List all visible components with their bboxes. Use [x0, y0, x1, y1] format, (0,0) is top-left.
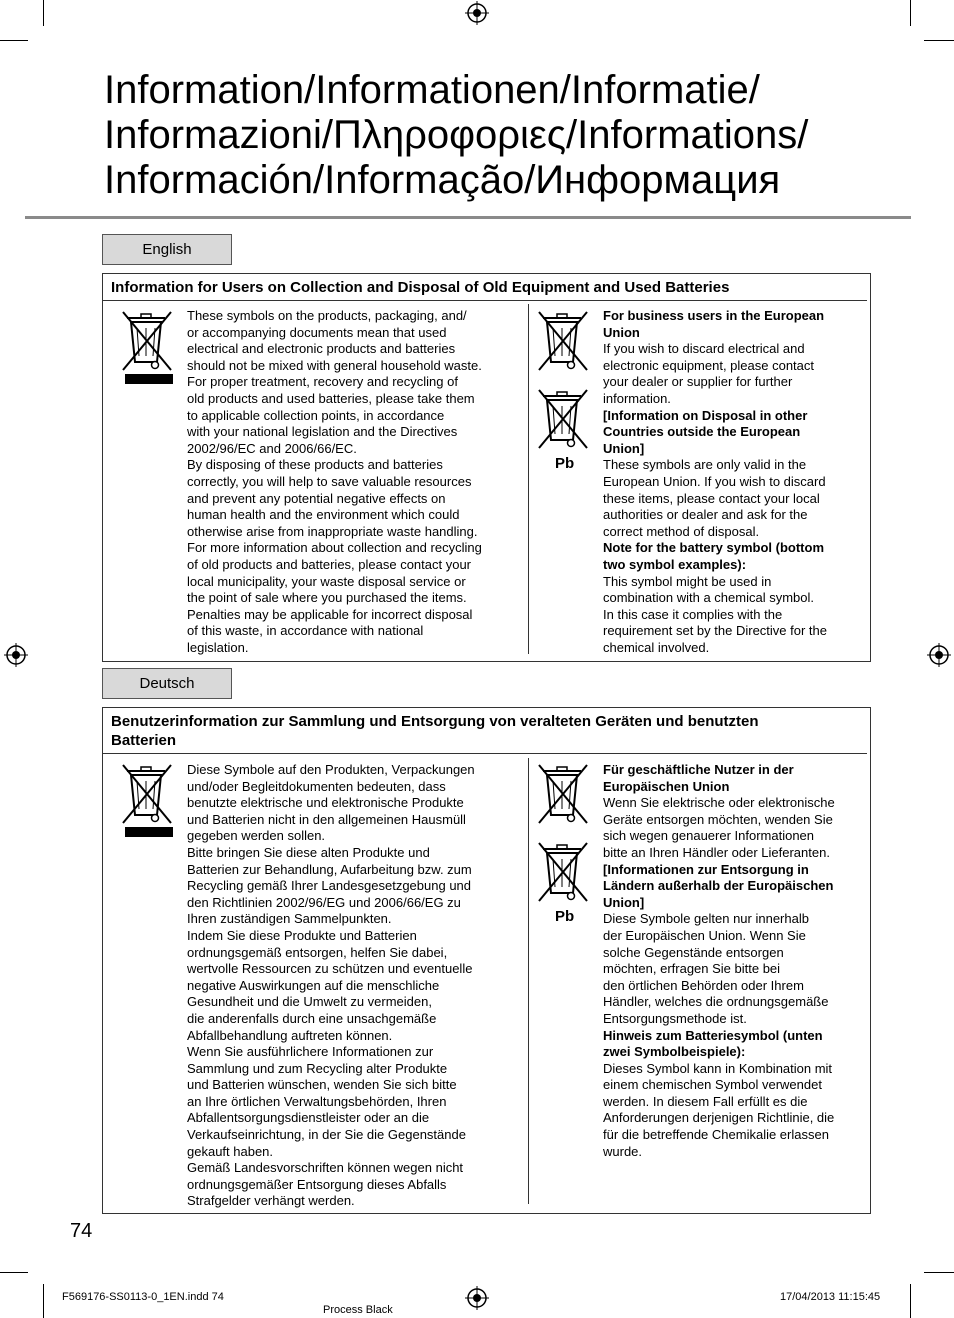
crossed-bin-icon	[121, 310, 173, 372]
text-line: Countries outside the European	[603, 424, 801, 440]
text-line: die anderenfalls durch eine unsachgemäße	[187, 1010, 437, 1026]
text-line: Europäischen Union	[603, 778, 730, 794]
footer-timestamp: 17/04/2013 11:15:45	[780, 1291, 881, 1303]
crossed-bin-icon	[121, 763, 173, 825]
text-line: Abfallbehandlung auftreten können.	[187, 1027, 393, 1043]
title-line: Information/Informationen/Informatie/	[104, 68, 760, 112]
text-line: ordnungsgemäß entsorgen, helfen Sie dabei,	[187, 944, 448, 960]
text-line: Anforderungen derjenigen Richtlinie, die	[603, 1110, 835, 1126]
lead-symbol-label: Pb	[555, 908, 575, 925]
text-line: correct method of disposal.	[603, 523, 760, 539]
deutsch-left-column	[187, 762, 527, 1210]
text-line: Note for the battery symbol (bottom	[603, 540, 825, 556]
text-line: Für geschäftliche Nutzer in der	[603, 762, 794, 777]
column-divider	[528, 304, 529, 654]
text-line: legislation.	[187, 639, 249, 655]
text-line: [Information on Disposal in other	[603, 407, 808, 423]
text-line: zwei Symbolbeispiele):	[603, 1044, 746, 1060]
text-line: werden. In diesem Fall erfüllt es die	[603, 1093, 808, 1109]
title-rule	[25, 216, 911, 219]
english-right-column	[603, 308, 865, 656]
text-line: an Ihre örtlichen Verwaltungsbehörden, Ihren	[187, 1093, 447, 1109]
text-line: wurde.	[603, 1143, 643, 1159]
text-line: Recycling gemäß Ihrer Landesgesetzgebung und	[187, 878, 472, 894]
crossed-bin-icon	[537, 841, 589, 903]
text-line: For proper treatment, recovery and recycling of	[187, 374, 458, 390]
text-line: negative Auswirkungen auf die menschliche	[187, 977, 440, 993]
page-title	[104, 68, 904, 203]
text-line: Händler, welches die ordnungsgemäße	[603, 994, 829, 1010]
text-line: old products and used batteries, please take them	[187, 390, 475, 406]
text-line: two symbol examples):	[603, 556, 747, 572]
text-line: requirement set by the Directive for the	[603, 623, 827, 639]
text-line: Gemäß Landesvorschriften können wegen nicht	[187, 1160, 464, 1176]
text-line: authorities or dealer and ask for the	[603, 507, 808, 523]
text-line: European Union. If you wish to discard	[603, 473, 826, 489]
text-line: Hinweis zum Batteriesymbol (unten	[603, 1027, 823, 1043]
text-line: für die betreffende Chemikalie erlassen	[603, 1127, 829, 1143]
text-line: den örtlichen Behörden oder Ihrem	[603, 977, 804, 993]
crossed-bin-icon	[537, 763, 589, 825]
text-line: chemical involved.	[603, 639, 710, 655]
deutsch-info-box	[102, 707, 871, 1214]
deutsch-right-column	[603, 762, 868, 1160]
heading-line: Benutzerinformation zur Sammlung und Entsorgung von veralteten Geräten und benutzten	[111, 713, 759, 730]
crop-mark	[43, 0, 44, 26]
text-line: Strafgelder verhängt werden.	[187, 1193, 355, 1209]
footer-process: Process Black	[323, 1304, 393, 1316]
text-line: Union	[603, 324, 640, 340]
heading-line: Batterien	[111, 732, 177, 749]
text-line: By disposing of these products and batteries	[187, 457, 443, 473]
text-line: benutzte elektrische und elektronische Produkte	[187, 795, 464, 811]
text-line: und/oder Begleitdokumenten bedeuten, dass	[187, 778, 446, 794]
text-line: the point of sale where you purchased the items.	[187, 590, 467, 606]
text-line: should not be mixed with general household waste.	[187, 357, 482, 373]
text-line: Gesundheit und die Umwelt zu vermeiden,	[187, 994, 432, 1010]
text-line: of this waste, in accordance with national	[187, 623, 424, 639]
text-line: This symbol might be used in	[603, 573, 772, 589]
text-line: electrical and electronic products and batteries	[187, 341, 456, 357]
crop-mark	[0, 1272, 28, 1273]
text-line: gegeben werden sollen.	[187, 828, 326, 844]
text-line: Union]	[603, 440, 645, 456]
crop-mark	[910, 1284, 911, 1318]
text-line: möchten, erfragen Sie bitte bei	[603, 961, 781, 977]
text-line: Wenn Sie ausführlichere Informationen zur	[187, 1044, 434, 1060]
text-line: These symbols are only valid in the	[603, 457, 807, 473]
text-line: der Europäischen Union. Wenn Sie	[603, 927, 806, 943]
column-divider	[528, 758, 529, 1204]
footer-filename: F569176-SS0113-0_1EN.indd 74	[62, 1291, 224, 1303]
text-line: bitte an Ihren Händler oder Lieferanten.	[603, 844, 830, 860]
text-line: gekauft haben.	[187, 1143, 274, 1159]
text-line: Verkaufseinrichtung, in der Sie die Gegenstände	[187, 1127, 466, 1143]
text-line: Diese Symbole auf den Produkten, Verpackungen	[187, 762, 475, 777]
text-line: these items, please contact your local	[603, 490, 820, 506]
text-line: sich wegen genauerer Informationen	[603, 828, 815, 844]
text-line: Union]	[603, 894, 645, 910]
text-line: Sammlung und zum Recycling alter Produkte	[187, 1060, 448, 1076]
language-label-deutsch: Deutsch	[102, 668, 232, 699]
english-info-box	[102, 273, 871, 662]
title-line: Informazioni/Πληροφοριες/Informations/	[104, 113, 809, 157]
registration-mark-icon	[465, 1286, 489, 1310]
text-line: and prevent any potential negative effects on	[187, 490, 446, 506]
text-line: local municipality, your waste disposal service or	[187, 573, 466, 589]
text-line: These symbols on the products, packaging, and/	[187, 308, 467, 323]
text-line: In this case it complies with the	[603, 606, 783, 622]
text-line: correctly, you will help to save valuable resources	[187, 473, 472, 489]
crop-mark	[910, 0, 911, 26]
page-number: 74	[70, 1220, 93, 1242]
text-line: Dieses Symbol kann in Kombination mit	[603, 1060, 833, 1076]
text-line: [Informationen zur Entsorgung in	[603, 861, 809, 877]
text-line: solche Gegenstände entsorgen	[603, 944, 784, 960]
text-line: und Batterien wünschen, wenden Sie sich bitte	[187, 1077, 457, 1093]
text-line: with your national legislation and the Directives	[187, 424, 458, 440]
title-line: Información/Informação/Информация	[104, 158, 781, 202]
black-bar-symbol	[125, 374, 173, 384]
crossed-bin-icon	[537, 388, 589, 450]
text-line: your dealer or supplier for further	[603, 374, 793, 390]
text-line: Ländern außerhalb der Europäischen	[603, 878, 834, 894]
text-line: If you wish to discard electrical and	[603, 341, 805, 357]
english-left-column	[187, 308, 527, 656]
text-line: Wenn Sie elektrische oder elektronische	[603, 795, 835, 811]
text-line: to applicable collection points, in accordance	[187, 407, 445, 423]
text-line: otherwise arise from inappropriate waste handling.	[187, 523, 478, 539]
text-line: of old products and batteries, please contact your	[187, 556, 472, 572]
crop-mark	[924, 1272, 954, 1273]
registration-mark-icon	[4, 643, 28, 667]
registration-mark-icon	[927, 643, 951, 667]
text-line: human health and the environment which could	[187, 507, 460, 523]
lead-symbol-label: Pb	[555, 455, 575, 472]
section-heading	[103, 708, 867, 754]
text-line: combination with a chemical symbol.	[603, 590, 814, 606]
text-line: einem chemischen Symbol verwendet	[603, 1077, 822, 1093]
section-heading: Information for Users on Collection and Disposal of Old Equipment and Used Batteries	[103, 274, 867, 301]
text-line: ordnungsgemäßer Entsorgung dieses Abfalls	[187, 1176, 447, 1192]
black-bar-symbol	[125, 827, 173, 837]
text-line: Geräte entsorgen möchten, wenden Sie	[603, 811, 833, 827]
crop-mark	[0, 40, 28, 41]
text-line: Entsorgungsmethode ist.	[603, 1010, 747, 1026]
registration-mark-icon	[465, 1, 489, 25]
text-line: or accompanying documents mean that used	[187, 324, 447, 340]
text-line: Bitte bringen Sie diese alten Produkte und	[187, 844, 430, 860]
crop-mark	[924, 40, 954, 41]
text-line: information.	[603, 390, 671, 406]
text-line: und Batterien nicht in den allgemeinen Hausmüll	[187, 811, 466, 827]
crossed-bin-icon	[537, 310, 589, 372]
text-line: den Richtlinien 2002/96/EG und 2006/66/EG zu	[187, 894, 461, 910]
text-line: Penalties may be applicable for incorrect disposal	[187, 606, 473, 622]
text-line: electronic equipment, please contact	[603, 357, 815, 373]
text-line: wertvolle Ressourcen zu schützen und eventuelle	[187, 961, 473, 977]
text-line: Abfallentsorgungsdienstleister oder an die	[187, 1110, 430, 1126]
crop-mark	[43, 1284, 44, 1318]
text-line: Ihren zuständigen Sammelpunkten.	[187, 911, 392, 927]
language-label-english: English	[102, 234, 232, 265]
text-line: For business users in the European	[603, 308, 825, 323]
text-line: Batterien zur Behandlung, Aufarbeitung bzw. zum	[187, 861, 472, 877]
text-line: 2002/96/EC and 2006/66/EC.	[187, 440, 357, 456]
text-line: Diese Symbole gelten nur innerhalb	[603, 911, 809, 927]
text-line: Indem Sie diese Produkte und Batterien	[187, 927, 417, 943]
text-line: For more information about collection and recycling	[187, 540, 482, 556]
